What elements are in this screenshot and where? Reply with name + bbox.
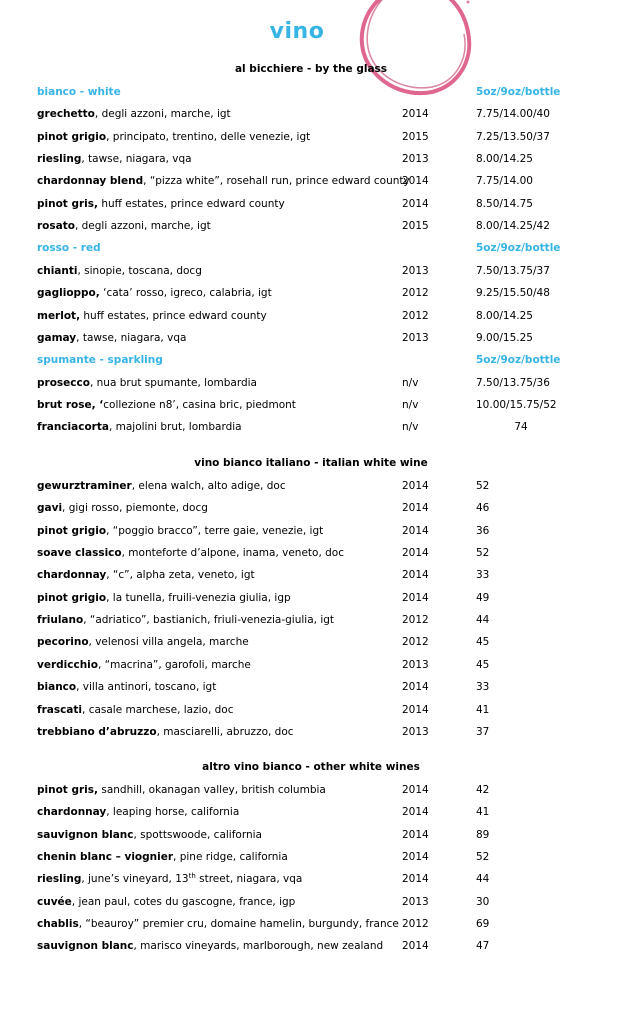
- wine-row: [0, 263, 622, 279]
- wine-row: [0, 218, 622, 234]
- wine-detail: , degli azzoni, marche, igt: [94, 108, 231, 120]
- wine-price: 89: [476, 829, 490, 841]
- wine-description: [37, 330, 186, 346]
- wine-row: [0, 151, 622, 167]
- wine-name: rosato: [37, 220, 75, 232]
- wine-description: [37, 545, 344, 561]
- wine-description: [37, 827, 262, 843]
- wine-name: cuvée: [37, 896, 72, 908]
- wine-detail: , elena walch, alto adige, doc: [131, 480, 286, 492]
- wine-price: 46: [476, 502, 490, 514]
- wine-name: pinot grigio: [37, 592, 107, 604]
- wine-row: [0, 849, 622, 865]
- wine-row: [0, 612, 622, 628]
- wine-detail: , monteforte d’alpone, inama, veneto, doc: [121, 547, 344, 559]
- wine-price: 8.50/14.75: [476, 198, 533, 210]
- wine-vintage: n/v: [402, 377, 419, 389]
- wine-detail: , “beauroy” premier cru, domaine hamelin, burgundy, france: [78, 918, 399, 930]
- wine-price: 41: [476, 806, 490, 818]
- wine-detail: huff estates, prince edward county: [98, 198, 285, 210]
- wine-price: 8.00/14.25: [476, 153, 533, 165]
- wine-vintage: 2014: [402, 108, 429, 120]
- wine-description: [37, 916, 399, 932]
- wine-detail: huff estates, prince edward county: [80, 310, 267, 322]
- wine-name: chablis: [37, 918, 79, 930]
- pour-sizes-label: 5oz/9oz/bottle: [476, 354, 561, 366]
- wine-vintage: 2012: [402, 614, 429, 626]
- wine-description: [37, 218, 211, 234]
- wine-price: 69: [476, 918, 490, 930]
- wine-vintage: 2012: [402, 918, 429, 930]
- wine-name: frascati: [37, 704, 83, 716]
- wine-row: [0, 285, 622, 301]
- wine-row: [0, 419, 622, 435]
- wine-detail: sandhill, okanagan valley, british columbia: [98, 784, 326, 796]
- wine-vintage: 2014: [402, 681, 429, 693]
- wine-name: bianco: [37, 681, 77, 693]
- wine-row: [0, 782, 622, 798]
- wine-detail: , spottswoode, california: [133, 829, 262, 841]
- wine-detail: , “pizza white”, rosehall run, prince edward county: [143, 175, 410, 187]
- wine-row: [0, 173, 622, 189]
- wine-detail: , degli azzoni, marche, igt: [74, 220, 211, 232]
- wine-vintage: 2013: [402, 726, 429, 738]
- wine-detail-continued: street, niagara, vqa: [195, 873, 303, 885]
- wine-vintage: 2014: [402, 198, 429, 210]
- wine-description: [37, 634, 249, 650]
- wine-row: [0, 106, 622, 122]
- wine-name: riesling: [37, 873, 82, 885]
- wine-description: [37, 679, 216, 695]
- wine-vintage: 2012: [402, 636, 429, 648]
- wine-name: chardonnay: [37, 806, 107, 818]
- wine-row: [0, 938, 622, 954]
- wine-detail: , principato, trentino, delle venezie, igt: [106, 131, 311, 143]
- wine-description: [37, 106, 231, 122]
- wine-vintage: 2014: [402, 569, 429, 581]
- wine-description: [37, 657, 251, 673]
- wine-name: chenin blanc – viognier: [37, 851, 174, 863]
- wine-row: [0, 129, 622, 145]
- wine-description: [37, 500, 208, 516]
- wine-vintage: 2014: [402, 829, 429, 841]
- wine-price: 8.00/14.25/42: [476, 220, 550, 232]
- wine-description: [37, 804, 239, 820]
- wine-name: pinot gris,: [37, 784, 99, 796]
- wine-vintage: 2014: [402, 806, 429, 818]
- wine-vintage: 2012: [402, 310, 429, 322]
- wine-vintage: 2014: [402, 502, 429, 514]
- wine-description: [37, 419, 242, 435]
- wine-name: grechetto: [37, 108, 95, 120]
- wine-detail: , “poggio bracco”, terre gaie, venezie, igt: [106, 525, 324, 537]
- wine-vintage: 2013: [402, 265, 429, 277]
- wine-price: 45: [476, 636, 490, 648]
- wine-description: [37, 871, 302, 887]
- wine-name: chianti: [37, 265, 78, 277]
- wine-vintage: 2014: [402, 525, 429, 537]
- wine-name: verdicchio: [37, 659, 98, 671]
- wine-name: pecorino: [37, 636, 89, 648]
- wine-description: [37, 702, 234, 718]
- wine-price: 47: [476, 940, 490, 952]
- wine-detail: collezione n8’, casina bric, piedmont: [103, 399, 296, 411]
- wine-description: [37, 612, 334, 628]
- wine-price: 45: [476, 659, 490, 671]
- wine-description: [37, 567, 255, 583]
- wine-description: [37, 173, 410, 189]
- wine-row: [0, 478, 622, 494]
- wine-price: 37: [476, 726, 490, 738]
- wine-row: [0, 804, 622, 820]
- wine-vintage: 2015: [402, 220, 429, 232]
- wine-description: [37, 590, 291, 606]
- wine-vintage: 2014: [402, 592, 429, 604]
- wine-description: [37, 397, 296, 413]
- wine-row: [0, 724, 622, 740]
- wine-price: 52: [476, 851, 490, 863]
- wine-name: friulano: [37, 614, 84, 626]
- wine-vintage: 2013: [402, 332, 429, 344]
- wine-price: 33: [476, 681, 490, 693]
- wine-price: 7.75/14.00/40: [476, 108, 550, 120]
- wine-name: gavi: [37, 502, 63, 514]
- wine-description: [37, 308, 267, 324]
- wine-detail: , masciarelli, abruzzo, doc: [156, 726, 294, 738]
- wine-detail: ‘cata’ rosso, igreco, calabria, igt: [99, 287, 272, 299]
- wine-name: gamay: [37, 332, 77, 344]
- wine-detail: , majolini brut, lombardia: [108, 421, 242, 433]
- wine-row: [0, 523, 622, 539]
- wine-name: pinot gris,: [37, 198, 99, 210]
- wine-name: trebbiano d’abruzzo: [37, 726, 157, 738]
- category-label: rosso - red: [37, 242, 101, 254]
- wine-vintage: 2013: [402, 659, 429, 671]
- wine-name: brut rose, ‘: [37, 399, 104, 411]
- wine-description: [37, 849, 288, 865]
- section-heading-italian-white: vino bianco italiano - italian white wine: [194, 457, 428, 469]
- category-label: bianco - white: [37, 86, 121, 98]
- wine-price: 7.75/14.00: [476, 175, 533, 187]
- wine-name: merlot,: [37, 310, 81, 322]
- wine-row: [0, 567, 622, 583]
- wine-vintage: 2013: [402, 153, 429, 165]
- wine-name: sauvignon blanc: [37, 940, 134, 952]
- wine-vintage: 2014: [402, 175, 429, 187]
- category-label: spumante - sparkling: [37, 354, 163, 366]
- wine-detail: , “c”, alpha zeta, veneto, igt: [106, 569, 255, 581]
- wine-price: 7.50/13.75/36: [476, 377, 550, 389]
- wine-row: [0, 871, 622, 887]
- wine-detail: , pine ridge, california: [173, 851, 288, 863]
- wine-name: prosecco: [37, 377, 90, 389]
- wine-description: [37, 263, 202, 279]
- wine-detail: , gigi rosso, piemonte, docg: [62, 502, 208, 514]
- wine-detail: , marisco vineyards, marlborough, new zealand: [133, 940, 384, 952]
- wine-price: 7.50/13.75/37: [476, 265, 550, 277]
- wine-description: [37, 129, 310, 145]
- wine-name: chardonnay blend: [37, 175, 144, 187]
- wine-detail-superscript: th: [188, 872, 196, 880]
- wine-name: gaglioppo,: [37, 287, 100, 299]
- wine-name: franciacorta: [37, 421, 109, 433]
- wine-detail: , sinopie, toscana, docg: [77, 265, 202, 277]
- wine-row: [0, 196, 622, 212]
- wine-row: [0, 375, 622, 391]
- page-title: vino: [269, 19, 325, 44]
- wine-description: [37, 285, 272, 301]
- section-heading-other-white: altro vino bianco - other white wines: [202, 761, 420, 773]
- wine-price: 33: [476, 569, 490, 581]
- wine-description: [37, 375, 257, 391]
- wine-vintage: n/v: [402, 421, 419, 433]
- wine-price: 41: [476, 704, 490, 716]
- wine-price: 52: [476, 480, 490, 492]
- wine-detail: , casale marchese, lazio, doc: [82, 704, 234, 716]
- section-heading-by-the-glass: al bicchiere - by the glass: [234, 63, 388, 75]
- wine-detail: , jean paul, cotes du gascogne, france, igp: [71, 896, 296, 908]
- wine-row: [0, 397, 622, 413]
- wine-name: riesling: [37, 153, 82, 165]
- wine-price: 52: [476, 547, 490, 559]
- wine-description: [37, 478, 286, 494]
- wine-row: [0, 500, 622, 516]
- wine-row: [0, 634, 622, 650]
- wine-vintage: 2014: [402, 784, 429, 796]
- wine-detail: , nua brut spumante, lombardia: [89, 377, 257, 389]
- wine-row: [0, 545, 622, 561]
- wine-name: soave classico: [37, 547, 122, 559]
- wine-row: [0, 702, 622, 718]
- wine-description: [37, 724, 294, 740]
- wine-price: 74: [514, 421, 528, 433]
- wine-description: [37, 782, 326, 798]
- category-header: [0, 240, 622, 256]
- wine-row: [0, 657, 622, 673]
- wine-description: [37, 938, 383, 954]
- wine-description: [37, 523, 323, 539]
- wine-price: 49: [476, 592, 490, 604]
- wine-price: 44: [476, 873, 490, 885]
- wine-row: [0, 827, 622, 843]
- category-header: [0, 84, 622, 100]
- wine-price: 42: [476, 784, 490, 796]
- wine-detail: , june’s vineyard, 13: [81, 873, 189, 885]
- wine-vintage: 2014: [402, 873, 429, 885]
- wine-name: sauvignon blanc: [37, 829, 134, 841]
- pour-sizes-label: 5oz/9oz/bottle: [476, 86, 561, 98]
- wine-vintage: 2014: [402, 940, 429, 952]
- wine-price: 8.00/14.25: [476, 310, 533, 322]
- wine-price: 36: [476, 525, 490, 537]
- wine-vintage: 2012: [402, 287, 429, 299]
- pour-sizes-label: 5oz/9oz/bottle: [476, 242, 561, 254]
- category-header: [0, 352, 622, 368]
- wine-description: [37, 894, 295, 910]
- wine-row: [0, 308, 622, 324]
- wine-price: 44: [476, 614, 490, 626]
- wine-detail: , leaping horse, california: [106, 806, 240, 818]
- wine-name: pinot grigio: [37, 525, 107, 537]
- wine-row: [0, 590, 622, 606]
- wine-description: [37, 196, 285, 212]
- wine-name: gewurztraminer: [37, 480, 132, 492]
- wine-price: 30: [476, 896, 490, 908]
- wine-detail: , “macrina”, garofoli, marche: [98, 659, 251, 671]
- wine-detail: , tawse, niagara, vqa: [81, 153, 192, 165]
- wine-row: [0, 894, 622, 910]
- wine-row: [0, 330, 622, 346]
- wine-price: 10.00/15.75/52: [476, 399, 557, 411]
- wine-row: [0, 916, 622, 932]
- wine-vintage: 2015: [402, 131, 429, 143]
- wine-vintage: 2014: [402, 704, 429, 716]
- wine-vintage: n/v: [402, 399, 419, 411]
- wine-vintage: 2014: [402, 480, 429, 492]
- wine-row: [0, 679, 622, 695]
- wine-detail: , tawse, niagara, vqa: [76, 332, 187, 344]
- wine-detail: , “adriatico”, bastianich, friuli-venezia-giulia, igt: [83, 614, 335, 626]
- wine-name: chardonnay: [37, 569, 107, 581]
- wine-description: [37, 151, 192, 167]
- wine-price: 9.25/15.50/48: [476, 287, 550, 299]
- wine-vintage: 2014: [402, 547, 429, 559]
- wine-vintage: 2014: [402, 851, 429, 863]
- wine-price: 9.00/15.25: [476, 332, 533, 344]
- wine-vintage: 2013: [402, 896, 429, 908]
- wine-detail: , villa antinori, toscano, igt: [76, 681, 217, 693]
- wine-detail: , velenosi villa angela, marche: [88, 636, 249, 648]
- wine-detail: , la tunella, fruili-venezia giulia, igp: [106, 592, 291, 604]
- wine-name: pinot grigio: [37, 131, 107, 143]
- wine-price: 7.25/13.50/37: [476, 131, 550, 143]
